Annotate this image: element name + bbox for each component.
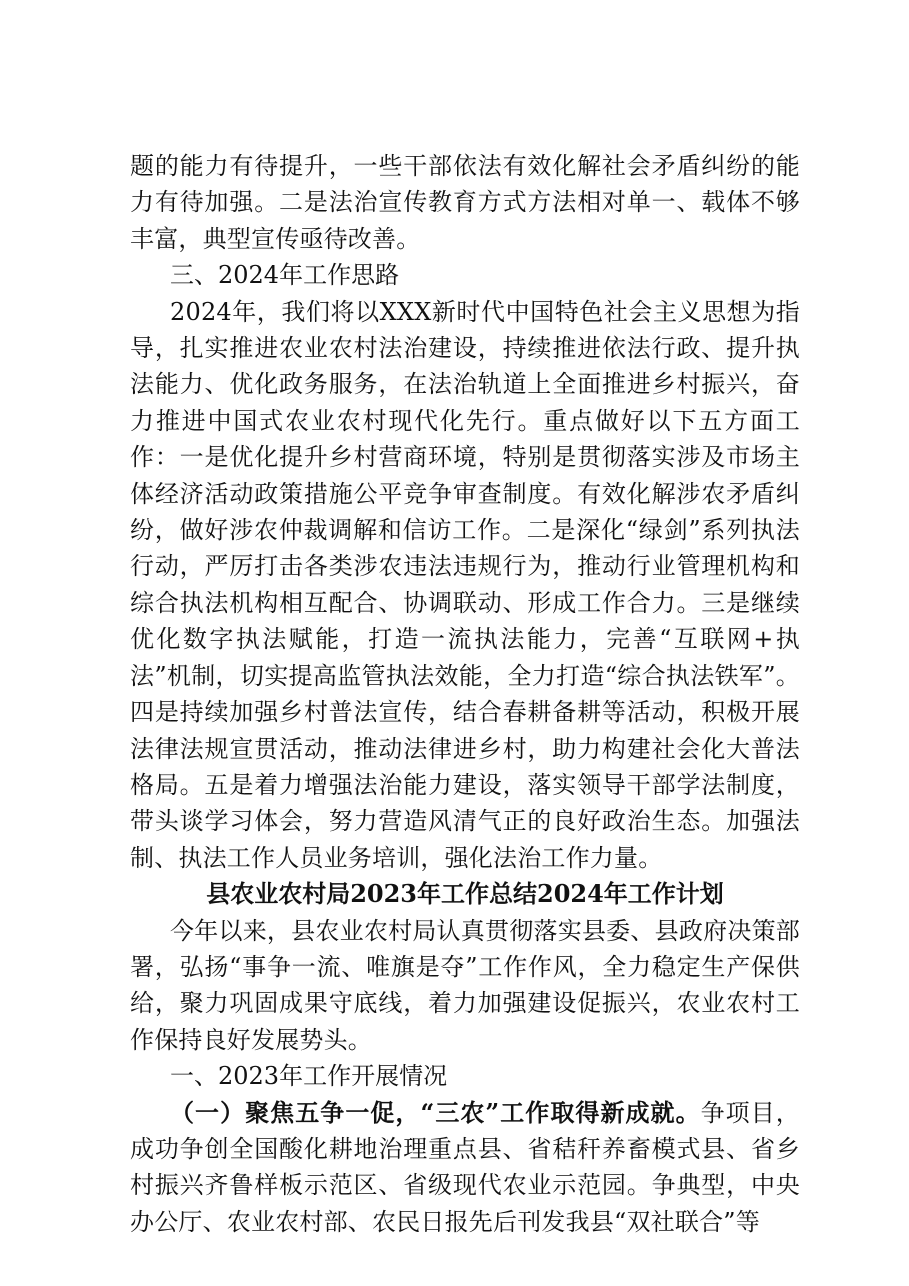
sub-heading-lead: （一）聚焦五争一促，“三农”工作取得新成就。	[170, 1097, 701, 1127]
section-heading-one: 一、2023年工作开展情况	[170, 1062, 448, 1091]
document-title: 县农业农村局2023年工作总结2024年工作计划	[206, 879, 724, 909]
section-heading-three: 三、2024年工作思路	[170, 261, 400, 290]
paragraph-work-plan: 2024年，我们将以XXX新时代中国特色社会主义思想为指导，扎实推进农业农村法治建设，持续推进依法行政、提升执法能力、优化政务服务，在法治轨道上全面推进乡村振兴，奋力推进中国式农业农村现代化先行。重点做好以下五方面工作：一是优化提升乡村营商环境，特别是贯彻落实涉及市场主体经济活动政策措施公平竞争审查制度。有效化解涉农矛盾纠纷，做好涉农仲裁调解和信访工作。二是深化“绿剑”系列执法行动，严厉打击各类涉农违法违规行为，推动行业管理机构和综合执法机构相互配合、协调联动、形成工作合力。三是继续优化数字执法赋能，打造一流执法能力，完善“互联网+执法”机制，切实提高监管执法效能，全力打造“综合执法铁军”。四是持续加强乡村普法宣传，结合春耕备耕等活动，积极开展法律法规宣贯活动，推动法律进乡村，助力构建社会化大普法格局。五是着力增强法治能力建设，落实领导干部学法制度，带头谈学习体会，努力营造风清气正的良好政治生态。加强法制、执法工作人员业务培训，强化法治工作力量。	[130, 297, 800, 872]
paragraph-section-one	[130, 1095, 800, 1241]
paragraph-intro: 今年以来，县农业农村局认真贯彻落实县委、县政府决策部署，弘扬“事争一流、唯旗是夺”工作作风，全力稳定生产保供给，聚力巩固成果守底线，着力加强建设促振兴，农业农村工作保持良好发展势头。	[130, 916, 800, 1054]
paragraph-continuation: 题的能力有待提升，一些干部依法有效化解社会矛盾纠纷的能力有待加强。二是法治宣传教育方式方法相对单一、载体不够丰富，典型宣传亟待改善。	[130, 152, 800, 253]
paragraph-section-one-text: 争项目，成功争创全国酸化耕地治理重点县、省秸秆养畜模式县、省乡村振兴齐鲁样板示范区、省级现代农业示范园。争典型，中央办公厅、农业农村部、农民日报先后刊发我县“双社联合”等	[130, 1098, 800, 1236]
document-page	[130, 148, 800, 1240]
